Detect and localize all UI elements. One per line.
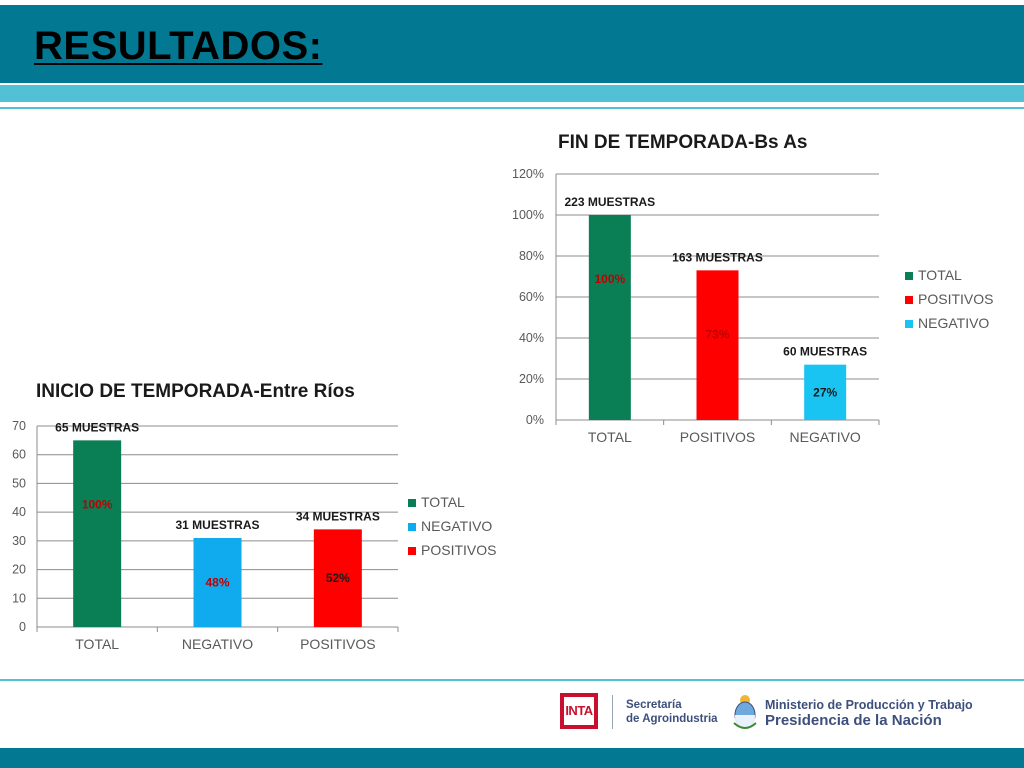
chart-inicio-legend-swatch	[408, 499, 416, 507]
chart-inicio-value-label: 48%	[205, 575, 230, 590]
chart-inicio-bar-total	[73, 440, 121, 627]
chart-inicio-ytick-label: 30	[12, 533, 26, 548]
chart-fin-ytick-label: 80%	[518, 249, 544, 263]
inta-logo-text: INTA	[564, 697, 594, 725]
chart-inicio-category-label: POSITIVOS	[300, 636, 376, 652]
chart-fin-value-label: 27%	[813, 385, 838, 400]
chart-fin-ytick-label: 40%	[518, 331, 544, 345]
chart-inicio-category-label: TOTAL	[75, 636, 120, 652]
chart-inicio-ytick-label: 10	[12, 591, 26, 606]
chart-fin-legend-label: NEGATIVO	[918, 315, 990, 331]
ministry-line-2: Presidencia de la Nación	[765, 712, 942, 729]
chart-fin-category-label: POSITIVOS	[679, 429, 756, 445]
chart-fin-muestras-label: 223 MUESTRAS	[564, 195, 656, 209]
chart-fin-legend-label: TOTAL	[918, 267, 962, 283]
chart-inicio-muestras-label: 65 MUESTRAS	[55, 420, 140, 435]
chart-inicio-value-label: 100%	[81, 497, 113, 512]
inta-logo	[560, 693, 598, 729]
argentina-coat-of-arms-icon	[731, 693, 759, 731]
chart-fin-muestras-label: 60 MUESTRAS	[783, 344, 868, 359]
logo-divider	[612, 695, 613, 729]
chart-fin-value-label: 73%	[705, 327, 730, 342]
chart-fin-bar-positivos	[697, 270, 739, 420]
chart-inicio-legend-swatch	[408, 523, 416, 531]
chart-fin-bar-total	[589, 215, 631, 420]
footer-band	[0, 748, 1024, 768]
chart-inicio-category-label: NEGATIVO	[181, 636, 254, 652]
chart-fin-ytick-label: 0%	[525, 413, 544, 427]
chart-inicio-muestras-label: 34 MUESTRAS	[295, 509, 380, 524]
chart-fin-ytick-label: 120%	[512, 167, 544, 181]
chart-fin-category-label: NEGATIVO	[789, 429, 861, 445]
chart-fin-category-label: TOTAL	[587, 429, 632, 445]
chart-inicio-ytick-label: 40	[12, 505, 26, 520]
chart-fin-legend-swatch	[905, 272, 913, 280]
chart-fin-value-label: 100%	[594, 272, 626, 286]
chart-inicio-ytick-label: 20	[12, 562, 26, 577]
chart-title-inicio: INICIO DE TEMPORADA-Entre Ríos	[36, 381, 355, 402]
chart-fin-legend-swatch	[905, 296, 913, 304]
chart-inicio-ytick-label: 70	[12, 419, 26, 433]
chart-inicio-ytick-label: 0	[19, 620, 26, 634]
chart-fin-legend-swatch	[905, 320, 913, 328]
chart-title-fin: FIN DE TEMPORADA-Bs As	[558, 132, 808, 153]
footer-line	[0, 679, 1024, 681]
ministry-line-1: Ministerio de Producción y Trabajo	[765, 698, 973, 712]
chart-inicio-legend-label: POSITIVOS	[421, 542, 497, 558]
secretaria-line-2: de Agroindustria	[626, 713, 718, 725]
chart-inicio-legend-label: TOTAL	[421, 494, 465, 510]
chart-fin-ytick-label: 100%	[512, 208, 544, 222]
chart-fin-legend-label: POSITIVOS	[918, 291, 994, 307]
chart-inicio-legend-label: NEGATIVO	[421, 518, 493, 534]
chart-fin-muestras-label: 163 MUESTRAS	[672, 250, 763, 265]
chart-inicio-ytick-label: 50	[12, 476, 26, 491]
page-title: RESULTADOS:	[34, 24, 323, 68]
secretaria-line-1: Secretaría	[626, 699, 682, 711]
chart-inicio-value-label: 52%	[325, 571, 350, 586]
chart-inicio-ytick-label: 60	[12, 447, 26, 462]
secretaria-logo	[626, 698, 718, 726]
chart-fin-ytick-label: 60%	[518, 290, 544, 304]
chart-inicio-muestras-label: 31 MUESTRAS	[175, 517, 260, 532]
chart-inicio-legend-swatch	[408, 547, 416, 555]
chart-fin-ytick-label: 20%	[518, 372, 544, 386]
